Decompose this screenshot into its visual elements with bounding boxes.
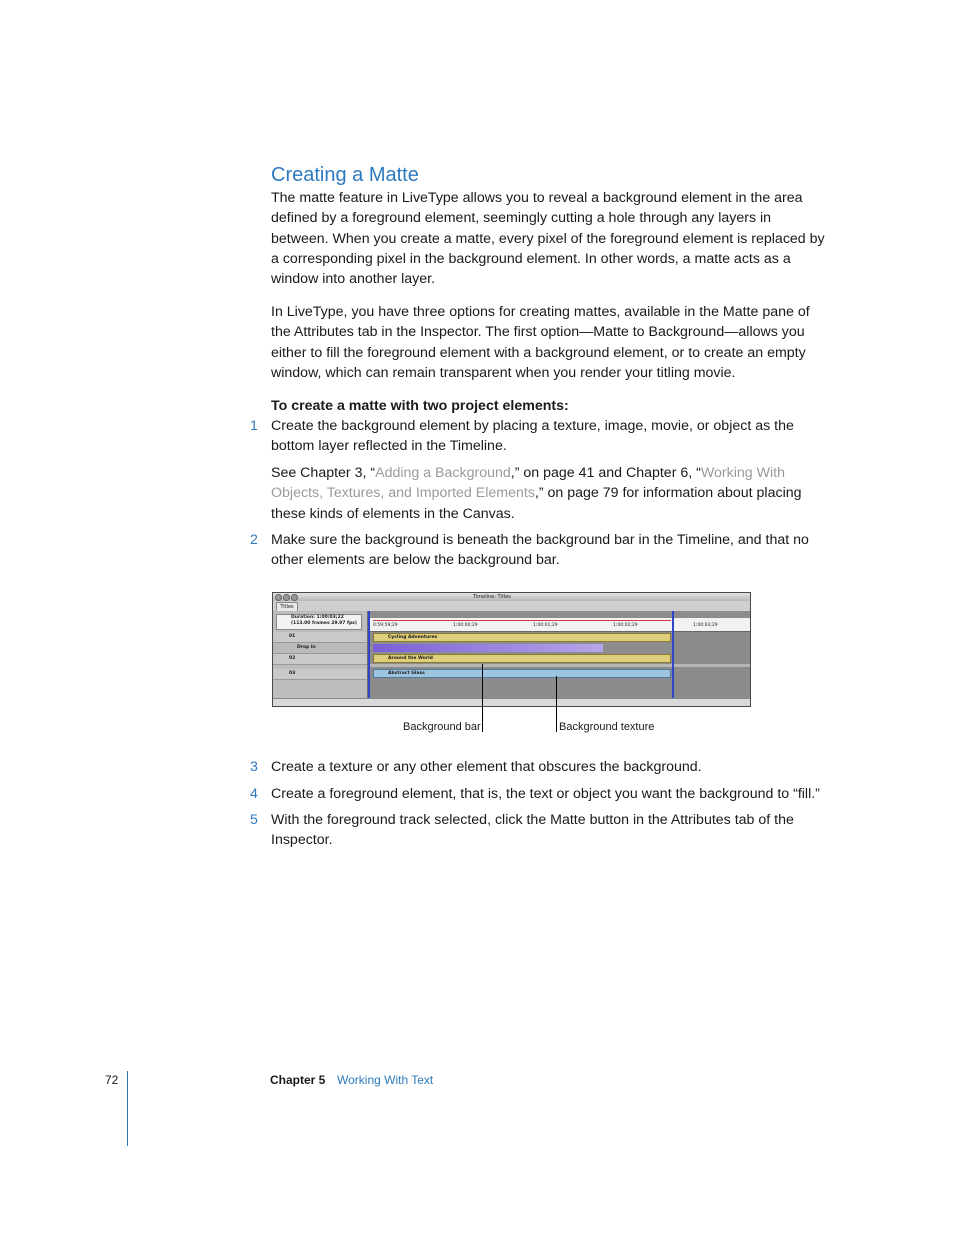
task-heading: To create a matte with two project elements: bbox=[271, 398, 569, 414]
chapter-label: Chapter 5 bbox=[270, 1073, 326, 1087]
timeline-scrollbar bbox=[273, 698, 750, 707]
intro-paragraph: The matte feature in LiveType allows you to reveal a background element in the area defined by a foreground element, seemingly cutting a hole through any layers in between. When you create a matte, every pixel of the foreground element is replaced by a corresponding pixel in the background element. In other words, a matte acts as a window into another layer. bbox=[271, 190, 825, 288]
track-label-02: 02 bbox=[289, 656, 296, 661]
see-also-text-2: ,” on page 41 and Chapter 6, “ bbox=[510, 465, 701, 481]
link-working-with-objects[interactable]: Working With Objects, Textures, and Imported Elements bbox=[271, 465, 785, 502]
ruler-tick: 0:59:59;29 bbox=[373, 623, 398, 628]
step-text-1: Create the background element by placing a texture, image, movie, or object as the bottom layer reflected in the Timeline. bbox=[271, 418, 794, 455]
track-row-01 bbox=[273, 632, 367, 643]
step-text-5: With the foreground track selected, click the Matte button in the Attributes tab of the Inspector. bbox=[271, 812, 794, 849]
chapter-title: Working With Text bbox=[337, 1073, 434, 1087]
callout-line-background-texture bbox=[556, 676, 557, 732]
timeline-bar-drop-in bbox=[373, 644, 603, 652]
background-bar bbox=[368, 664, 750, 667]
tab-titles: Titles bbox=[276, 602, 298, 612]
options-paragraph: In LiveType, you have three options for creating mattes, available in the Matte pane of the Attributes tab in the Inspector. The first option—Matte to Background—allows you either to fill the foreground element with a background element, or to create an empty window, which can remain transparent when you render your titling movie. bbox=[271, 304, 810, 381]
close-button-icon bbox=[275, 594, 282, 601]
timeline-bar-around-world: Around the World bbox=[373, 654, 671, 663]
minimize-button-icon bbox=[283, 594, 290, 601]
see-also-paragraph bbox=[271, 463, 827, 524]
playhead-start bbox=[368, 611, 370, 699]
duration-line-1: Duration: 1:00:03;22 bbox=[291, 615, 344, 620]
callout-background-texture: Background texture bbox=[559, 721, 655, 733]
page-number: 72 bbox=[105, 1073, 119, 1087]
step-number-4: 4 bbox=[250, 786, 258, 802]
step-text-4: Create a foreground element, that is, the text or object you want the background to “fill.” bbox=[271, 786, 820, 802]
link-adding-background[interactable]: Adding a Background bbox=[375, 465, 511, 481]
step-number-1: 1 bbox=[250, 418, 258, 434]
duration-box bbox=[276, 614, 362, 630]
ruler-tick: 1:00:01;29 bbox=[533, 623, 558, 628]
footer-divider bbox=[127, 1071, 128, 1146]
ruler-tick: 1:00:03;29 bbox=[693, 623, 718, 628]
timeline-bar-cycling: Cycling Adventures bbox=[373, 633, 671, 642]
window-title: Timeline: Titles bbox=[473, 594, 511, 600]
track-label-03: 03 bbox=[289, 671, 296, 676]
timeline-screenshot bbox=[272, 592, 751, 707]
track-label-drop-in: Drop In bbox=[297, 645, 316, 650]
step-text-3: Create a texture or any other element that obscures the background. bbox=[271, 759, 702, 775]
zoom-button-icon bbox=[291, 594, 298, 601]
see-also-text-1: See Chapter 3, “ bbox=[271, 465, 376, 481]
step-number-3: 3 bbox=[250, 759, 258, 775]
step-number-5: 5 bbox=[250, 812, 258, 828]
callout-background-bar: Background bar bbox=[403, 721, 481, 733]
ruler-tick: 1:00:02;29 bbox=[613, 623, 638, 628]
track-row-drop-in bbox=[273, 643, 367, 654]
window-titlebar bbox=[273, 593, 750, 601]
track-label-01: 01 bbox=[289, 634, 296, 639]
section-heading: Creating a Matte bbox=[271, 164, 419, 186]
render-range-line bbox=[373, 620, 671, 621]
step-text-2: Make sure the background is beneath the background bar in the Timeline, and that no other elements are below the background bar. bbox=[271, 532, 809, 569]
track-row-02 bbox=[273, 654, 367, 665]
see-also-text-3: ,” on page 79 for information about placing these kinds of elements in the Canvas. bbox=[271, 485, 802, 522]
playhead-end bbox=[672, 611, 674, 699]
step-number-2: 2 bbox=[250, 532, 258, 548]
timeline-bar-abstract-glass: Abstract Glass bbox=[373, 669, 671, 678]
duration-line-2: (113.00 frames 29.97 fps) bbox=[291, 621, 357, 626]
tab-strip bbox=[273, 601, 750, 611]
track-row-03 bbox=[273, 669, 367, 680]
ruler-tick: 1:00:00;29 bbox=[453, 623, 478, 628]
callout-line-background-bar bbox=[482, 664, 483, 732]
